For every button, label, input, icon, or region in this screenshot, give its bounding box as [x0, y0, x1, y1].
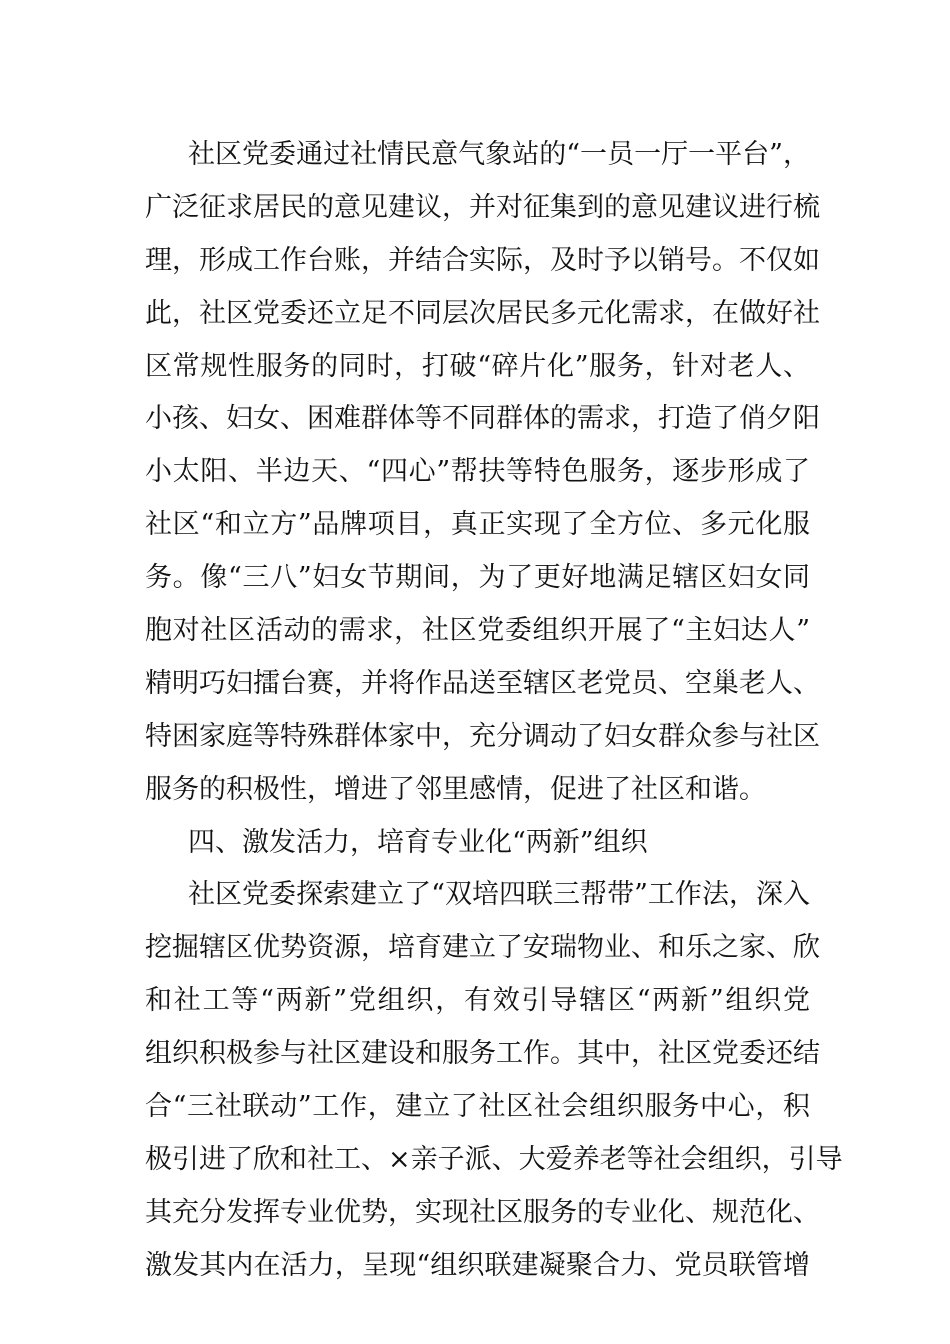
paragraph-2-line-5: 合“三社联动”工作，建立了社区社会组织服务中心，积 [145, 1091, 810, 1123]
paragraph-1-line-1: 社区党委通过社情民意气象站的“一员一厅一平台”， [188, 139, 810, 170]
paragraph-2-line-7: 其充分发挥专业优势，实现社区服务的专业化、规范化、 [145, 1196, 820, 1228]
paragraph-1-line-7: 小太阳、半边天、“四心”帮扶等特色服务，逐步形成了 [145, 456, 810, 488]
paragraph-2-line-1: 社区党委探索建立了“双培四联三帮带”工作法，深入 [188, 879, 810, 911]
paragraph-2-line-2: 挖掘辖区优势资源，培育建立了安瑞物业、和乐之家、欣 [145, 932, 820, 964]
paragraph-1-line-5: 区常规性服务的同时，打破“碎片化”服务，针对老人、 [145, 350, 810, 382]
paragraph-1-line-6: 小孩、妇女、困难群体等不同群体的需求，打造了俏夕阳 [145, 403, 820, 435]
paragraph-1-line-4: 此，社区党委还立足不同层次居民多元化需求，在做好社 [145, 297, 820, 329]
paragraph-2-line-3: 和社工等“两新”党组织，有效引导辖区“两新”组织党 [145, 985, 810, 1017]
paragraph-1-line-2: 广泛征求居民的意见建议，并对征集到的意见建议进行梳 [145, 191, 820, 223]
section-heading: 四、激发活力，培育专业化“两新”组织 [188, 826, 648, 858]
paragraph-1-line-11: 精明巧妇擂台赛，并将作品送至辖区老党员、空巢老人、 [145, 667, 820, 699]
paragraph-1-line-12: 特困家庭等特殊群体家中，充分调动了妇女群众参与社区 [145, 720, 820, 752]
paragraph-1-line-10: 胞对社区活动的需求，社区党委组织开展了“主妇达人” [145, 615, 810, 647]
paragraph-1-line-3: 理，形成工作台账，并结合实际，及时予以销号。不仅如 [145, 244, 820, 276]
paragraph-2-line-4: 组织积极参与社区建设和服务工作。其中，社区党委还结 [145, 1038, 820, 1070]
paragraph-1-line-9: 务。像“三八”妇女节期间，为了更好地满足辖区妇女同 [145, 562, 810, 594]
paragraph-2-line-8: 激发其内在活力，呈现“组织联建凝聚合力、党员联管增 [145, 1249, 810, 1281]
document-body [145, 129, 843, 1293]
paragraph-2-line-6: 极引进了欣和社工、×亲子派、大爱养老等社会组织，引导 [145, 1143, 843, 1175]
paragraph-1-line-13: 服务的积极性，增进了邻里感情，促进了社区和谐。 [145, 773, 766, 805]
paragraph-1-line-8: 社区“和立方”品牌项目，真正实现了全方位、多元化服 [145, 509, 810, 541]
